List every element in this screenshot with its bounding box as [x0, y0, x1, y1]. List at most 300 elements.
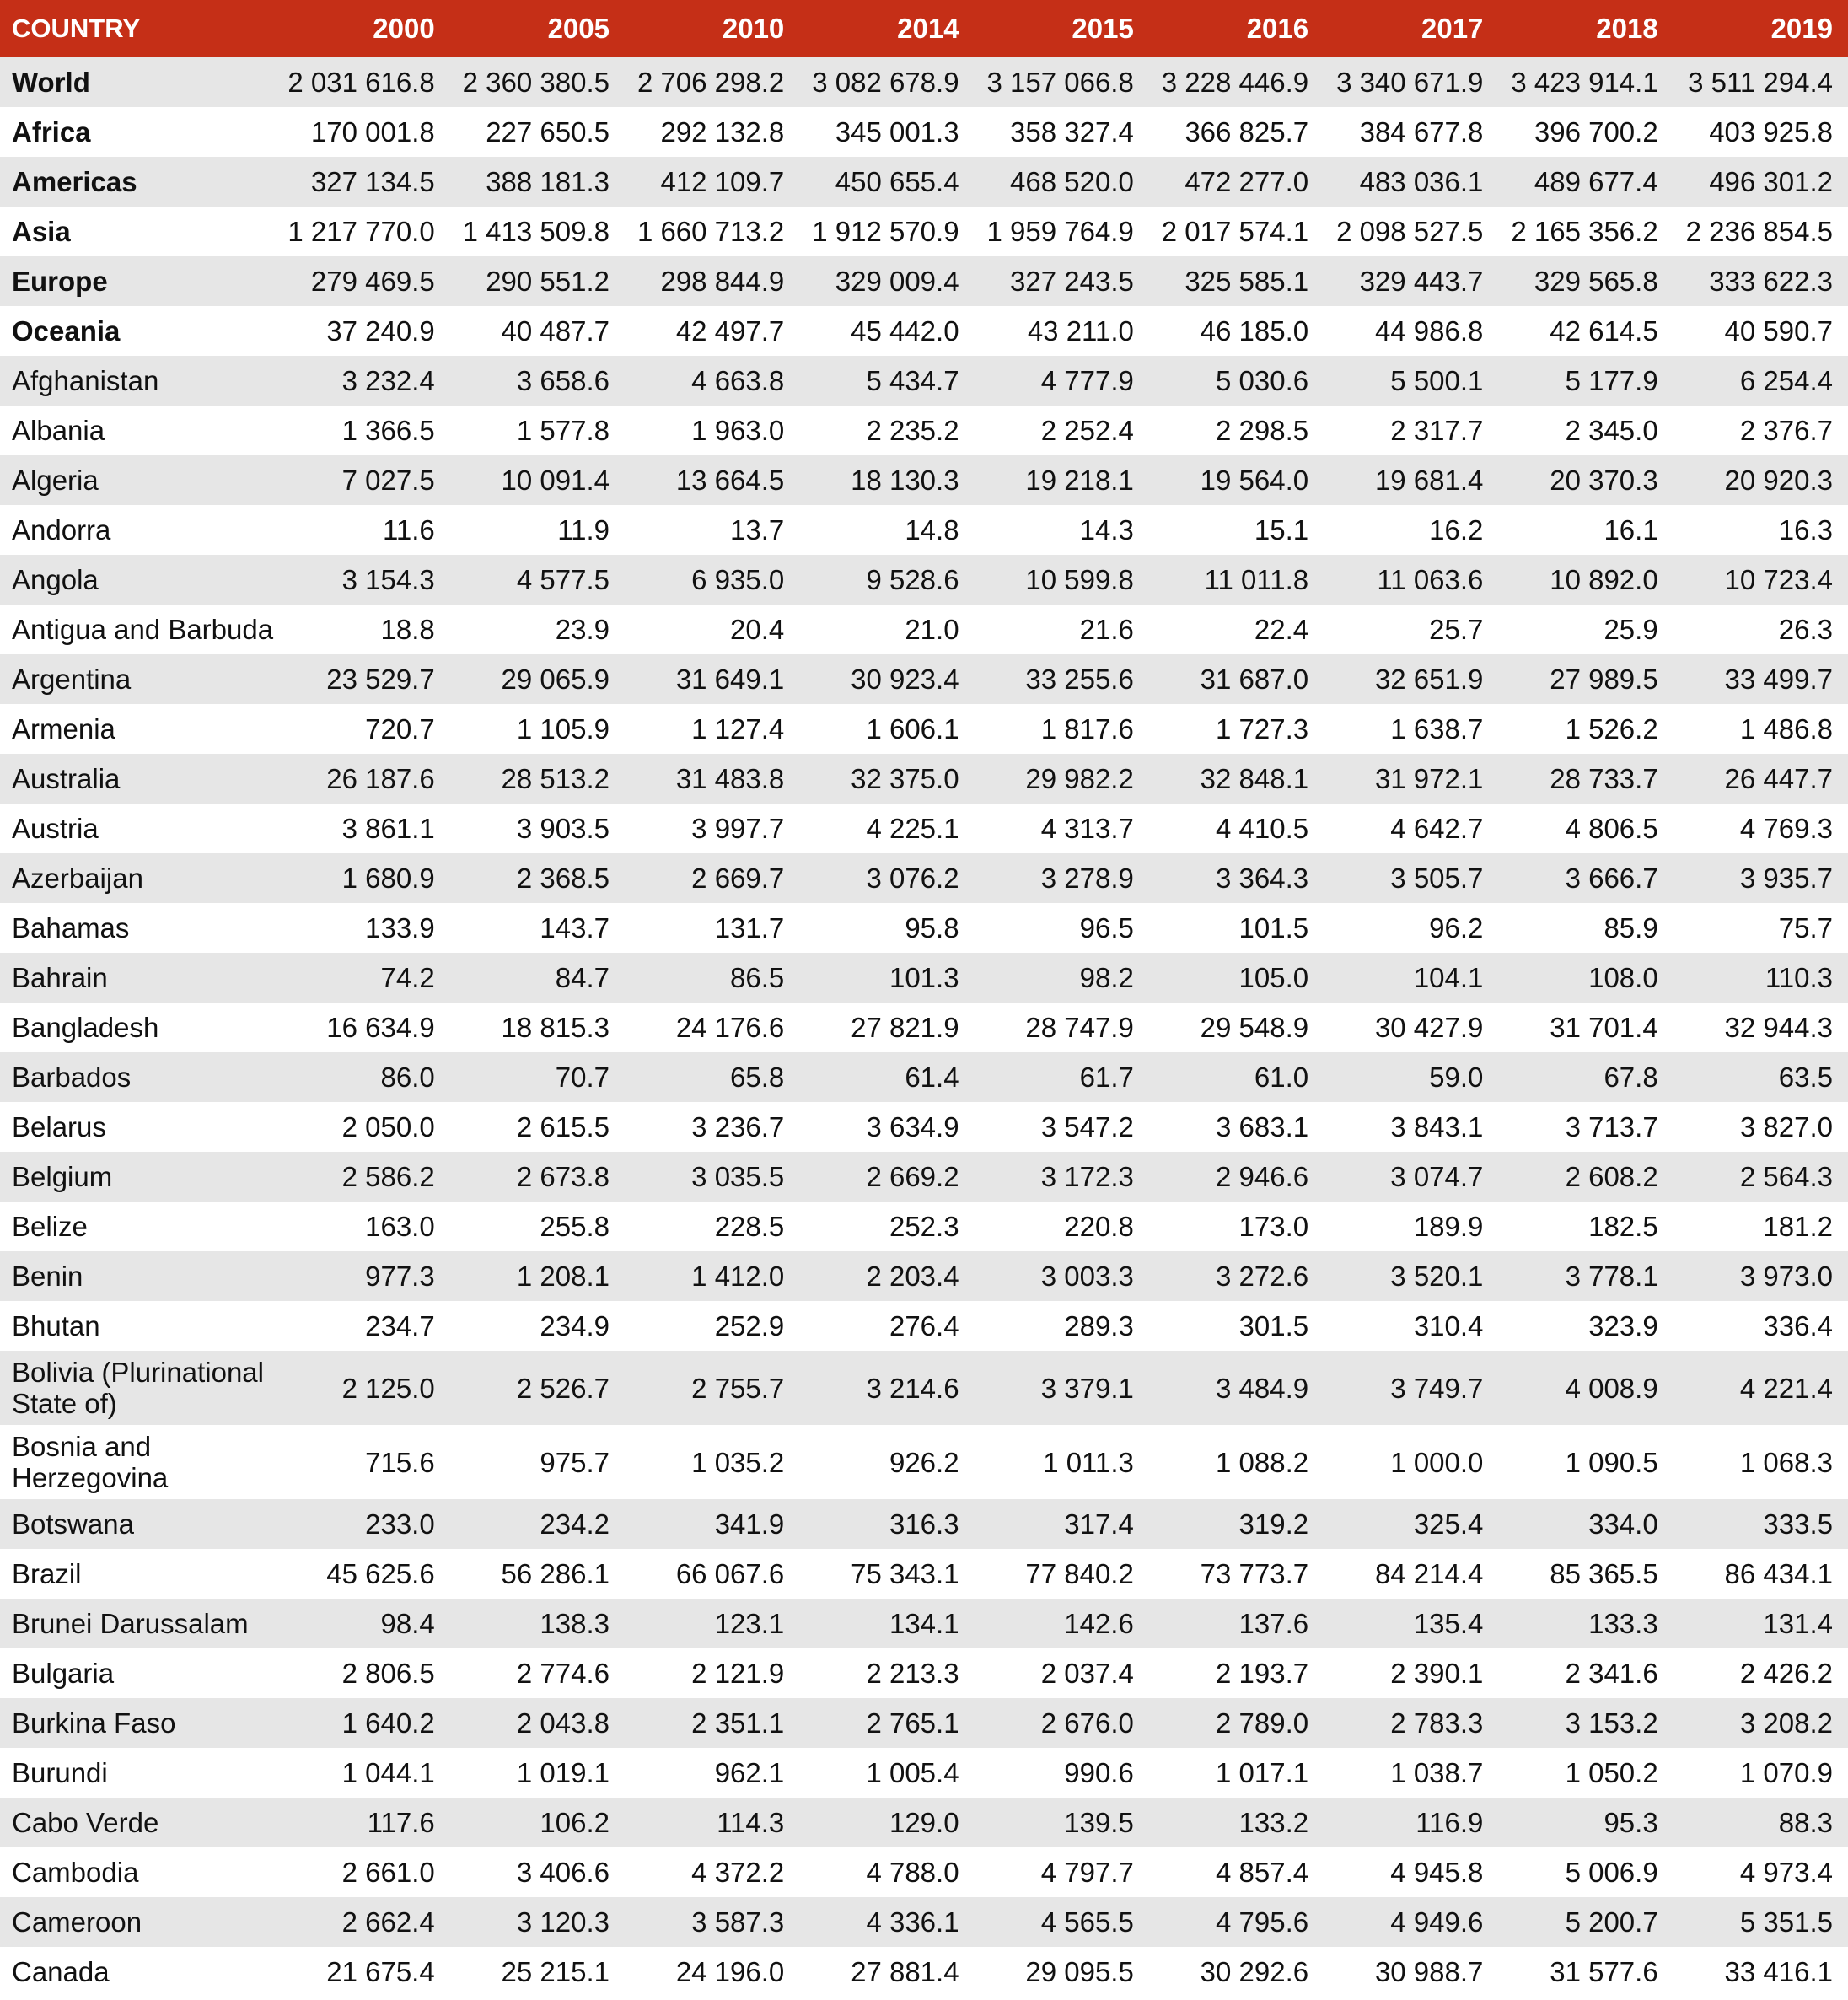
value-cell: 85.9	[1498, 903, 1673, 953]
value-cell: 2 098 527.5	[1324, 207, 1498, 256]
value-cell: 30 427.9	[1324, 1003, 1498, 1052]
value-cell: 104.1	[1324, 953, 1498, 1003]
value-cell: 3 154.3	[275, 555, 449, 605]
value-cell: 20 920.3	[1673, 455, 1848, 505]
value-cell: 86.0	[275, 1052, 449, 1102]
value-cell: 20 370.3	[1498, 455, 1673, 505]
value-cell: 3 172.3	[975, 1152, 1149, 1202]
value-cell: 2 426.2	[1673, 1648, 1848, 1698]
table-row	[0, 953, 1848, 1003]
value-cell: 4 313.7	[975, 804, 1149, 853]
value-cell: 88.3	[1673, 1798, 1848, 1847]
value-cell: 2 165 356.2	[1498, 207, 1673, 256]
table-row	[0, 1301, 1848, 1351]
value-cell: 10 599.8	[975, 555, 1149, 605]
value-cell: 2 706 298.2	[625, 57, 799, 107]
value-cell: 44 986.8	[1324, 306, 1498, 356]
value-cell: 227 650.5	[450, 107, 625, 157]
value-cell: 26 187.6	[275, 754, 449, 804]
value-cell: 276.4	[799, 1301, 974, 1351]
value-cell: 3 364.3	[1149, 853, 1324, 903]
table-row	[0, 1549, 1848, 1599]
column-header-year: 2019	[1673, 0, 1848, 57]
value-cell: 3 587.3	[625, 1897, 799, 1947]
value-cell: 139.5	[975, 1798, 1149, 1847]
value-cell: 483 036.1	[1324, 157, 1498, 207]
value-cell: 4 663.8	[625, 356, 799, 406]
country-cell: Antigua and Barbuda	[0, 605, 275, 654]
value-cell: 4 797.7	[975, 1847, 1149, 1897]
value-cell: 85 365.5	[1498, 1549, 1673, 1599]
value-cell: 2 608.2	[1498, 1152, 1673, 1202]
table-row	[0, 555, 1848, 605]
value-cell: 2 037.4	[975, 1648, 1149, 1698]
value-cell: 6 935.0	[625, 555, 799, 605]
value-cell: 10 091.4	[450, 455, 625, 505]
value-cell: 3 683.1	[1149, 1102, 1324, 1152]
value-cell: 2 564.3	[1673, 1152, 1848, 1202]
country-cell: Bolivia (Plurinational State of)	[0, 1351, 275, 1425]
value-cell: 13.7	[625, 505, 799, 555]
table-row	[0, 1648, 1848, 1698]
value-cell: 42 614.5	[1498, 306, 1673, 356]
value-cell: 18 815.3	[450, 1003, 625, 1052]
value-cell: 133.9	[275, 903, 449, 953]
value-cell: 84.7	[450, 953, 625, 1003]
value-cell: 182.5	[1498, 1202, 1673, 1251]
value-cell: 29 065.9	[450, 654, 625, 704]
value-cell: 2 806.5	[275, 1648, 449, 1698]
value-cell: 1 088.2	[1149, 1425, 1324, 1499]
value-cell: 3 778.1	[1498, 1251, 1673, 1301]
value-cell: 4 565.5	[975, 1897, 1149, 1947]
value-cell: 98.4	[275, 1599, 449, 1648]
value-cell: 2 236 854.5	[1673, 207, 1848, 256]
value-cell: 1 105.9	[450, 704, 625, 754]
value-cell: 1 526.2	[1498, 704, 1673, 754]
value-cell: 33 255.6	[975, 654, 1149, 704]
value-cell: 24 196.0	[625, 1947, 799, 1997]
value-cell: 3 843.1	[1324, 1102, 1498, 1152]
value-cell: 19 564.0	[1149, 455, 1324, 505]
table-row	[0, 1425, 1848, 1499]
value-cell: 2 662.4	[275, 1897, 449, 1947]
value-cell: 2 360 380.5	[450, 57, 625, 107]
value-cell: 4 372.2	[625, 1847, 799, 1897]
value-cell: 1 208.1	[450, 1251, 625, 1301]
value-cell: 3 157 066.8	[975, 57, 1149, 107]
value-cell: 4 336.1	[799, 1897, 974, 1947]
country-cell: Benin	[0, 1251, 275, 1301]
value-cell: 31 687.0	[1149, 654, 1324, 704]
value-cell: 715.6	[275, 1425, 449, 1499]
country-cell: Asia	[0, 207, 275, 256]
value-cell: 333.5	[1673, 1499, 1848, 1549]
column-header-year: 2005	[450, 0, 625, 57]
value-cell: 40 590.7	[1673, 306, 1848, 356]
country-cell: Bahrain	[0, 953, 275, 1003]
value-cell: 16.1	[1498, 505, 1673, 555]
table-row	[0, 1251, 1848, 1301]
country-cell: Bulgaria	[0, 1648, 275, 1698]
value-cell: 3 997.7	[625, 804, 799, 853]
value-cell: 45 625.6	[275, 1549, 449, 1599]
value-cell: 3 232.4	[275, 356, 449, 406]
value-cell: 412 109.7	[625, 157, 799, 207]
table-row	[0, 1847, 1848, 1897]
value-cell: 67.8	[1498, 1052, 1673, 1102]
value-cell: 2 376.7	[1673, 406, 1848, 455]
value-cell: 101.5	[1149, 903, 1324, 953]
country-cell: Burkina Faso	[0, 1698, 275, 1748]
value-cell: 279 469.5	[275, 256, 449, 306]
value-cell: 489 677.4	[1498, 157, 1673, 207]
value-cell: 31 701.4	[1498, 1003, 1673, 1052]
value-cell: 3 278.9	[975, 853, 1149, 903]
value-cell: 32 651.9	[1324, 654, 1498, 704]
country-cell: Afghanistan	[0, 356, 275, 406]
country-cell: Belgium	[0, 1152, 275, 1202]
table-row	[0, 1499, 1848, 1549]
country-cell: Cabo Verde	[0, 1798, 275, 1847]
value-cell: 3 003.3	[975, 1251, 1149, 1301]
value-cell: 323.9	[1498, 1301, 1673, 1351]
value-cell: 720.7	[275, 704, 449, 754]
value-cell: 2 676.0	[975, 1698, 1149, 1748]
value-cell: 334.0	[1498, 1499, 1673, 1549]
value-cell: 2 050.0	[275, 1102, 449, 1152]
value-cell: 1 486.8	[1673, 704, 1848, 754]
value-cell: 3 214.6	[799, 1351, 974, 1425]
value-cell: 310.4	[1324, 1301, 1498, 1351]
header-row	[0, 0, 1848, 57]
value-cell: 1 050.2	[1498, 1748, 1673, 1798]
country-cell: Australia	[0, 754, 275, 804]
value-cell: 2 755.7	[625, 1351, 799, 1425]
country-cell: Armenia	[0, 704, 275, 754]
value-cell: 1 660 713.2	[625, 207, 799, 256]
value-cell: 98.2	[975, 953, 1149, 1003]
value-cell: 4 945.8	[1324, 1847, 1498, 1897]
value-cell: 2 789.0	[1149, 1698, 1324, 1748]
value-cell: 1 959 764.9	[975, 207, 1149, 256]
value-cell: 3 903.5	[450, 804, 625, 853]
country-cell: Barbados	[0, 1052, 275, 1102]
value-cell: 3 634.9	[799, 1102, 974, 1152]
value-cell: 329 443.7	[1324, 256, 1498, 306]
value-cell: 108.0	[1498, 953, 1673, 1003]
table-row	[0, 1748, 1848, 1798]
value-cell: 1 019.1	[450, 1748, 625, 1798]
value-cell: 3 749.7	[1324, 1351, 1498, 1425]
value-cell: 143.7	[450, 903, 625, 953]
country-cell: World	[0, 57, 275, 107]
value-cell: 1 038.7	[1324, 1748, 1498, 1798]
value-cell: 468 520.0	[975, 157, 1149, 207]
value-cell: 316.3	[799, 1499, 974, 1549]
value-cell: 3 666.7	[1498, 853, 1673, 903]
value-cell: 327 134.5	[275, 157, 449, 207]
value-cell: 4 788.0	[799, 1847, 974, 1897]
value-cell: 74.2	[275, 953, 449, 1003]
value-cell: 33 416.1	[1673, 1947, 1848, 1997]
value-cell: 2 783.3	[1324, 1698, 1498, 1748]
value-cell: 1 017.1	[1149, 1748, 1324, 1798]
value-cell: 27 989.5	[1498, 654, 1673, 704]
value-cell: 28 747.9	[975, 1003, 1149, 1052]
value-cell: 366 825.7	[1149, 107, 1324, 157]
value-cell: 2 121.9	[625, 1648, 799, 1698]
value-cell: 13 664.5	[625, 455, 799, 505]
value-cell: 358 327.4	[975, 107, 1149, 157]
value-cell: 61.7	[975, 1052, 1149, 1102]
value-cell: 1 044.1	[275, 1748, 449, 1798]
value-cell: 163.0	[275, 1202, 449, 1251]
value-cell: 396 700.2	[1498, 107, 1673, 157]
value-cell: 2 341.6	[1498, 1648, 1673, 1698]
country-cell: Angola	[0, 555, 275, 605]
value-cell: 40 487.7	[450, 306, 625, 356]
value-cell: 1 070.9	[1673, 1748, 1848, 1798]
country-cell: Europe	[0, 256, 275, 306]
value-cell: 234.9	[450, 1301, 625, 1351]
value-cell: 70.7	[450, 1052, 625, 1102]
table-row	[0, 1003, 1848, 1052]
value-cell: 234.2	[450, 1499, 625, 1549]
value-cell: 3 520.1	[1324, 1251, 1498, 1301]
country-cell: Andorra	[0, 505, 275, 555]
value-cell: 2 615.5	[450, 1102, 625, 1152]
value-cell: 1 068.3	[1673, 1425, 1848, 1499]
value-cell: 16.2	[1324, 505, 1498, 555]
table-row	[0, 1947, 1848, 1997]
value-cell: 5 434.7	[799, 356, 974, 406]
value-cell: 42 497.7	[625, 306, 799, 356]
value-cell: 117.6	[275, 1798, 449, 1847]
value-cell: 11.6	[275, 505, 449, 555]
value-cell: 4 642.7	[1324, 804, 1498, 853]
value-cell: 142.6	[975, 1599, 1149, 1648]
value-cell: 10 723.4	[1673, 555, 1848, 605]
country-cell: Belarus	[0, 1102, 275, 1152]
value-cell: 329 009.4	[799, 256, 974, 306]
region-row	[0, 107, 1848, 157]
table-row	[0, 605, 1848, 654]
value-cell: 19 681.4	[1324, 455, 1498, 505]
value-cell: 25.7	[1324, 605, 1498, 654]
value-cell: 23 529.7	[275, 654, 449, 704]
value-cell: 61.0	[1149, 1052, 1324, 1102]
value-cell: 1 412.0	[625, 1251, 799, 1301]
value-cell: 101.3	[799, 953, 974, 1003]
value-cell: 325.4	[1324, 1499, 1498, 1549]
value-cell: 2 368.5	[450, 853, 625, 903]
value-cell: 1 090.5	[1498, 1425, 1673, 1499]
value-cell: 2 317.7	[1324, 406, 1498, 455]
table-row	[0, 853, 1848, 903]
value-cell: 21.6	[975, 605, 1149, 654]
value-cell: 3 505.7	[1324, 853, 1498, 903]
table-row	[0, 804, 1848, 853]
value-cell: 28 733.7	[1498, 754, 1673, 804]
value-cell: 59.0	[1324, 1052, 1498, 1102]
value-cell: 133.3	[1498, 1599, 1673, 1648]
value-cell: 4 806.5	[1498, 804, 1673, 853]
value-cell: 3 379.1	[975, 1351, 1149, 1425]
value-cell: 131.7	[625, 903, 799, 953]
value-cell: 134.1	[799, 1599, 974, 1648]
value-cell: 75.7	[1673, 903, 1848, 953]
value-cell: 3 236.7	[625, 1102, 799, 1152]
value-cell: 252.9	[625, 1301, 799, 1351]
value-cell: 3 827.0	[1673, 1102, 1848, 1152]
column-header-year: 2014	[799, 0, 974, 57]
table-row	[0, 654, 1848, 704]
column-header-year: 2018	[1498, 0, 1673, 57]
value-cell: 2 043.8	[450, 1698, 625, 1748]
value-cell: 3 935.7	[1673, 853, 1848, 903]
value-cell: 21 675.4	[275, 1947, 449, 1997]
value-cell: 4 973.4	[1673, 1847, 1848, 1897]
value-cell: 403 925.8	[1673, 107, 1848, 157]
value-cell: 2 125.0	[275, 1351, 449, 1425]
value-cell: 189.9	[1324, 1202, 1498, 1251]
value-cell: 30 988.7	[1324, 1947, 1498, 1997]
table-row	[0, 1202, 1848, 1251]
country-cell: Canada	[0, 1947, 275, 1997]
value-cell: 3 973.0	[1673, 1251, 1848, 1301]
column-header-year: 2000	[275, 0, 449, 57]
value-cell: 31 649.1	[625, 654, 799, 704]
value-cell: 292 132.8	[625, 107, 799, 157]
value-cell: 1 680.9	[275, 853, 449, 903]
value-cell: 3 082 678.9	[799, 57, 974, 107]
value-cell: 3 153.2	[1498, 1698, 1673, 1748]
value-cell: 135.4	[1324, 1599, 1498, 1648]
table-body	[0, 57, 1848, 1997]
value-cell: 1 413 509.8	[450, 207, 625, 256]
value-cell: 105.0	[1149, 953, 1324, 1003]
value-cell: 4 577.5	[450, 555, 625, 605]
country-cell: Cameroon	[0, 1897, 275, 1947]
value-cell: 29 982.2	[975, 754, 1149, 804]
country-cell: Bangladesh	[0, 1003, 275, 1052]
value-cell: 290 551.2	[450, 256, 625, 306]
value-cell: 131.4	[1673, 1599, 1848, 1648]
value-cell: 228.5	[625, 1202, 799, 1251]
value-cell: 4 949.6	[1324, 1897, 1498, 1947]
value-cell: 138.3	[450, 1599, 625, 1648]
table-row	[0, 356, 1848, 406]
table-row	[0, 455, 1848, 505]
value-cell: 233.0	[275, 1499, 449, 1549]
value-cell: 9 528.6	[799, 555, 974, 605]
value-cell: 3 547.2	[975, 1102, 1149, 1152]
value-cell: 2 946.6	[1149, 1152, 1324, 1202]
value-cell: 3 340 671.9	[1324, 57, 1498, 107]
value-cell: 2 193.7	[1149, 1648, 1324, 1698]
value-cell: 56 286.1	[450, 1549, 625, 1599]
value-cell: 5 351.5	[1673, 1897, 1848, 1947]
value-cell: 32 848.1	[1149, 754, 1324, 804]
region-row	[0, 306, 1848, 356]
value-cell: 10 892.0	[1498, 555, 1673, 605]
column-header-year: 2017	[1324, 0, 1498, 57]
table-row	[0, 1599, 1848, 1648]
value-cell: 3 076.2	[799, 853, 974, 903]
table-row	[0, 1897, 1848, 1947]
value-cell: 137.6	[1149, 1599, 1324, 1648]
table-row	[0, 1351, 1848, 1425]
country-cell: Algeria	[0, 455, 275, 505]
value-cell: 170 001.8	[275, 107, 449, 157]
value-cell: 25 215.1	[450, 1947, 625, 1997]
value-cell: 18.8	[275, 605, 449, 654]
country-cell: Oceania	[0, 306, 275, 356]
country-cell: Africa	[0, 107, 275, 157]
value-cell: 301.5	[1149, 1301, 1324, 1351]
value-cell: 1 912 570.9	[799, 207, 974, 256]
value-cell: 14.8	[799, 505, 974, 555]
column-header-year: 2016	[1149, 0, 1324, 57]
value-cell: 123.1	[625, 1599, 799, 1648]
value-cell: 962.1	[625, 1748, 799, 1798]
value-cell: 4 008.9	[1498, 1351, 1673, 1425]
table-row	[0, 1052, 1848, 1102]
table-row	[0, 1698, 1848, 1748]
country-cell: Cambodia	[0, 1847, 275, 1897]
value-cell: 19 218.1	[975, 455, 1149, 505]
value-cell: 77 840.2	[975, 1549, 1149, 1599]
value-cell: 27 881.4	[799, 1947, 974, 1997]
value-cell: 20.4	[625, 605, 799, 654]
value-cell: 29 095.5	[975, 1947, 1149, 1997]
country-cell: Brunei Darussalam	[0, 1599, 275, 1648]
value-cell: 2 017 574.1	[1149, 207, 1324, 256]
country-cell: Azerbaijan	[0, 853, 275, 903]
value-cell: 45 442.0	[799, 306, 974, 356]
value-cell: 31 577.6	[1498, 1947, 1673, 1997]
value-cell: 3 511 294.4	[1673, 57, 1848, 107]
table-row	[0, 704, 1848, 754]
value-cell: 31 972.1	[1324, 754, 1498, 804]
country-cell: Americas	[0, 157, 275, 207]
value-cell: 27 821.9	[799, 1003, 974, 1052]
country-cell: Brazil	[0, 1549, 275, 1599]
value-cell: 496 301.2	[1673, 157, 1848, 207]
column-header-year: 2015	[975, 0, 1149, 57]
value-cell: 5 030.6	[1149, 356, 1324, 406]
value-cell: 1 638.7	[1324, 704, 1498, 754]
value-cell: 11 063.6	[1324, 555, 1498, 605]
value-cell: 18 130.3	[799, 455, 974, 505]
value-cell: 1 366.5	[275, 406, 449, 455]
value-cell: 388 181.3	[450, 157, 625, 207]
value-cell: 298 844.9	[625, 256, 799, 306]
value-cell: 2 031 616.8	[275, 57, 449, 107]
country-cell: Belize	[0, 1202, 275, 1251]
value-cell: 2 298.5	[1149, 406, 1324, 455]
country-cell: Albania	[0, 406, 275, 455]
value-cell: 33 499.7	[1673, 654, 1848, 704]
value-cell: 26.3	[1673, 605, 1848, 654]
value-cell: 6 254.4	[1673, 356, 1848, 406]
value-cell: 86 434.1	[1673, 1549, 1848, 1599]
value-cell: 95.3	[1498, 1798, 1673, 1847]
country-cell: Argentina	[0, 654, 275, 704]
value-cell: 3 861.1	[275, 804, 449, 853]
value-cell: 2 526.7	[450, 1351, 625, 1425]
